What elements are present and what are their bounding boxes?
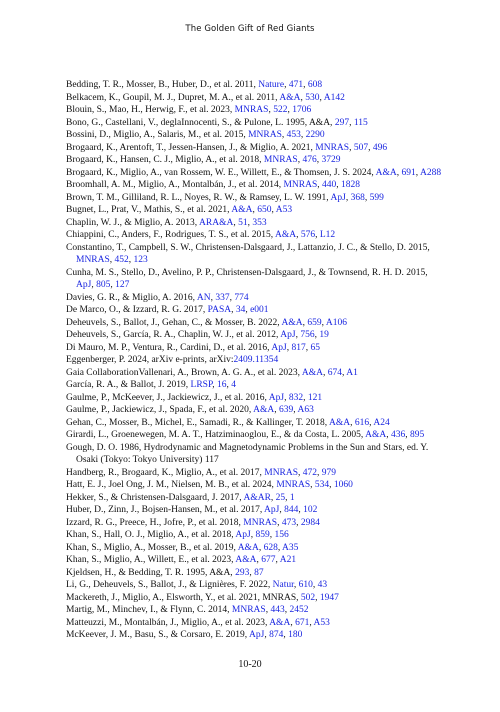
reference-page-link[interactable]: A106 <box>325 317 347 328</box>
reference-page-link[interactable]: 1060 <box>333 480 353 490</box>
reference-entry: Khan, S., Miglio, A., Willett, E., et al. 2023, A&A, 677, A21 <box>66 555 297 565</box>
reference-text: Li, G., Deheuvels, S., Ballot, J., & Lignières, F. 2022, <box>66 580 273 590</box>
reference-page-link[interactable]: 156 <box>274 530 289 540</box>
reference-entry: Gaulme, P., Jackiewicz, J., Spada, F., et al. 2020, A&A, 639, A63 <box>66 405 314 415</box>
reference-page-link[interactable]: 2290 <box>305 130 325 140</box>
reference-text: Chiappini, C., Anders, F., Rodrigues, T. S., et al. 2015, <box>66 230 275 240</box>
reference-page-link[interactable]: 774 <box>234 292 249 303</box>
reference-page-link[interactable]: 1 <box>289 492 295 503</box>
reference-text: Girardi, L., Groenewegen, M. A. T., Hatziminaoglou, E., & da Costa, L. 2005, <box>66 430 366 440</box>
reference-volume-link[interactable]: 576 <box>300 230 316 240</box>
reference-journal-link[interactable]: MNRAS <box>243 517 278 528</box>
reference-entry: Li, G., Deheuvels, S., Ballot, J., & Lignières, F. 2022, Natur, 610, 43 <box>66 580 328 590</box>
reference-page-link[interactable]: A53 <box>275 205 293 215</box>
reference-entry: Deheuvels, S., Ballot, J., Gehan, C., & Mosser, B. 2022, A&A, 659, A106 <box>66 317 347 328</box>
reference-text: Di Mauro, M. P., Ventura, R., Cardini, D., et al. 2016, <box>66 342 272 353</box>
reference-journal-link[interactable]: ApJ <box>76 280 92 290</box>
reference-text: Hatt, E. J., Joel Ong, J. M., Nielsen, M. B., et al. 2024, <box>66 480 277 490</box>
reference-volume-link[interactable]: 16 <box>216 380 227 390</box>
reference-page-link[interactable]: 102 <box>303 505 318 515</box>
reference-page-link[interactable]: A63 <box>297 405 314 415</box>
reference-page-link[interactable]: A1 <box>346 367 358 378</box>
reference-journal-link[interactable]: A&A <box>279 92 301 103</box>
reference-text: Gough, D. O. 1986, Hydrodynamic and Magnetodynamic Problems in the Sun and Stars, ed. Y. Osaki (Tokyo: Tokyo University) 117 <box>66 442 429 465</box>
reference-journal-link[interactable]: MNRAS <box>315 142 350 153</box>
reference-volume-link[interactable]: 671 <box>295 617 310 628</box>
reference-entry: Davies, G. R., & Miglio, A. 2016, AN, 337, 774 <box>66 292 249 303</box>
reference-volume-link[interactable]: 507 <box>353 142 369 153</box>
reference-page-link[interactable]: L12 <box>319 230 336 240</box>
reference-journal-link[interactable]: A&A <box>329 417 351 428</box>
reference-text: Kjeldsen, H., & Bedding, T. R. 1995, A&A, <box>66 567 236 578</box>
reference-volume-link[interactable]: 530 <box>305 92 320 103</box>
reference-volume-link[interactable]: 691 <box>401 167 416 178</box>
reference-page-link[interactable]: 1947 <box>319 592 339 603</box>
reference-text: Hekker, S., & Christensen-Dalsgaard, J. 2017, <box>66 492 244 503</box>
reference-journal-link[interactable]: A&A <box>253 405 275 415</box>
reference-volume-link[interactable]: 844 <box>284 505 299 515</box>
reference-entry: Brogaard, K., Miglio, A., van Rossem, W. E., Willett, E., & Thomsen, J. S. 2024, A&A, 691, A288 <box>66 167 442 178</box>
reference-entry: Constantino, T., Campbell, S. W., Christensen-Dalsgaard, J., Lattanzio, J. C., & Stello, D. 2015, MNRAS, 452, 123 <box>66 242 430 265</box>
reference-volume-link[interactable]: 817 <box>291 342 306 353</box>
reference-volume-link[interactable]: 522 <box>273 105 288 115</box>
reference-entry: Cunha, M. S., Stello, D., Avelino, P. P., Christensen-Dalsgaard, J., & Townsend, R. H. D. 2015, ApJ, 805, 127 <box>66 267 428 290</box>
reference-entry: Kjeldsen, H., & Bedding, T. R. 1995, A&A, 293, 87 <box>66 567 264 578</box>
reference-text: Khan, S., Miglio, A., Mosser, B., et al. 2019, <box>66 542 238 553</box>
reference-journal-link[interactable]: A&A <box>231 205 253 215</box>
reference-text: Belkacem, K., Goupil, M. J., Dupret, M. A., et al. 2011, <box>66 92 280 103</box>
reference-text: Gaulme, P., Jackiewicz, J., Spada, F., et al. 2020, <box>66 405 254 415</box>
reference-volume-link[interactable]: 502 <box>300 592 316 603</box>
reference-page-link[interactable]: A288 <box>419 167 442 178</box>
reference-entry: Chaplin, W. J., & Miglio, A. 2013, ARA&A, 51, 353 <box>66 217 267 228</box>
reference-page-link[interactable]: A35 <box>282 542 299 553</box>
page-number: 10-20 <box>238 659 262 670</box>
reference-volume-link[interactable]: 756 <box>300 330 315 340</box>
reference-journal-link[interactable]: A&A <box>235 555 257 565</box>
reference-entry: De Marco, O., & Izzard, R. G. 2017, PASA, 34, e001 <box>66 305 269 315</box>
reference-page-link[interactable]: 1828 <box>341 180 360 190</box>
reference-text: Gehan, C., Mosser, B., Michel, E., Samadi, R., & Kallinger, T. 2018, <box>66 417 330 428</box>
reference-text: Bedding, T. R., Mosser, B., Huber, D., et al. 2011, <box>66 80 259 90</box>
reference-entry: Bossini, D., Miglio, A., Salaris, M., et al. 2015, MNRAS, 453, 2290 <box>66 130 325 140</box>
reference-entry: Brown, T. M., Gilliland, R. L., Noyes, R. W., & Ramsey, L. W. 1991, ApJ, 368, 599 <box>66 192 384 203</box>
reference-text: McKeever, J. M., Basu, S., & Corsaro, E. 2019, <box>66 630 250 640</box>
reference-entry: Handberg, R., Brogaard, K., Miglio, A., et al. 2017, MNRAS, 472, 979 <box>66 467 337 478</box>
reference-text: De Marco, O., & Izzard, R. G. 2017, <box>66 305 208 315</box>
reference-journal-link[interactable]: A&AR <box>243 492 271 503</box>
reference-entry: Khan, S., Hall, O. J., Miglio, A., et al. 2018, ApJ, 859, 156 <box>66 530 289 540</box>
reference-entry: Deheuvels, S., García, R. A., Chaplin, W. J., et al. 2012, ApJ, 756, 19 <box>66 330 329 340</box>
reference-page-link[interactable]: 87 <box>254 567 264 578</box>
reference-volume-link[interactable]: 440 <box>322 180 337 190</box>
reference-text: Bossini, D., Miglio, A., Salaris, M., et al. 2015, <box>66 130 249 140</box>
reference-journal-link[interactable]: ApJ <box>235 530 251 540</box>
reference-page-link[interactable]: 979 <box>321 467 337 478</box>
reference-volume-link[interactable]: 453 <box>286 130 301 140</box>
reference-journal-link[interactable]: A&A <box>269 617 291 628</box>
reference-page-link[interactable]: 2452 <box>289 605 309 615</box>
reference-volume-link[interactable]: 34 <box>235 305 246 315</box>
reference-entry: Chiappini, C., Anders, F., Rodrigues, T. S., et al. 2015, A&A, 576, L12 <box>66 230 336 240</box>
reference-journal-link[interactable]: MNRAS <box>76 255 110 265</box>
reference-page-link[interactable]: 65 <box>310 342 320 353</box>
reference-journal-link[interactable]: MNRAS <box>264 467 299 478</box>
reference-page-link[interactable]: 608 <box>307 80 323 90</box>
reference-list <box>66 79 444 642</box>
reference-page-link[interactable]: 1706 <box>292 105 312 115</box>
reference-volume-link[interactable]: 476 <box>302 155 317 165</box>
reference-journal-link[interactable]: MNRAS <box>283 180 318 190</box>
reference-journal-link[interactable]: PASA <box>207 305 232 315</box>
reference-page-link[interactable]: 895 <box>409 430 425 440</box>
reference-volume-link[interactable]: 674 <box>327 367 343 378</box>
reference-text: Mackereth, J., Miglio, A., Elsworth, Y., et al. 2021, MNRAS, <box>66 592 301 603</box>
reference-page-link[interactable]: 127 <box>115 280 130 290</box>
reference-text: Brogaard, K., Miglio, A., van Rossem, W. E., Willett, E., & Thomsen, J. S. 2024, <box>66 167 376 178</box>
reference-entry: Gehan, C., Mosser, B., Michel, E., Samadi, R., & Kallinger, T. 2018, A&A, 616, A24 <box>66 417 390 428</box>
reference-journal-link[interactable]: A&A <box>281 317 303 328</box>
reference-text: García, R. A., & Ballot, J. 2019, <box>66 380 191 390</box>
reference-journal-link[interactable]: A&A <box>375 167 397 178</box>
reference-entry: Girardi, L., Groenewegen, M. A. T., Hatziminaoglou, E., & da Costa, L. 2005, A&A, 436, 895 <box>66 430 425 440</box>
reference-volume-link[interactable]: 293 <box>235 567 250 578</box>
reference-text: Deheuvels, S., Ballot, J., Gehan, C., & Mosser, B. 2022, <box>66 317 282 328</box>
reference-volume-link[interactable]: 610 <box>298 580 313 590</box>
reference-text: Bugnet, L., Prat, V., Mathis, S., et al. 2021, <box>66 205 232 215</box>
reference-entry: Belkacem, K., Goupil, M. J., Dupret, M. A., et al. 2011, A&A, 530, A142 <box>66 92 345 103</box>
reference-volume-link[interactable]: 859 <box>255 530 270 540</box>
reference-page-link[interactable]: 123 <box>133 255 148 265</box>
reference-journal-link[interactable]: LRSP <box>190 380 213 390</box>
reference-volume-link[interactable]: 471 <box>288 80 304 90</box>
reference-volume-link[interactable]: 832 <box>288 392 304 403</box>
reference-entry: Blouin, S., Mao, H., Herwig, F., et al. 2023, MNRAS, 522, 1706 <box>66 105 312 115</box>
reference-volume-link[interactable]: 659 <box>307 317 322 328</box>
reference-page-link[interactable]: 2984 <box>300 517 320 528</box>
running-head: The Golden Gift of Red Giants <box>185 24 315 34</box>
reference-volume-link[interactable]: 25 <box>275 492 286 503</box>
reference-entry: Bugnet, L., Prat, V., Mathis, S., et al. 2021, A&A, 650, A53 <box>66 205 293 215</box>
reference-volume-link[interactable]: 297 <box>334 117 350 128</box>
reference-volume-link[interactable]: 452 <box>114 255 129 265</box>
reference-text: Eggenberger, P. 2024, arXiv e-prints, arXiv: <box>66 355 234 365</box>
reference-page-link[interactable]: 121 <box>307 392 323 403</box>
reference-journal-link[interactable]: MNRAS <box>234 105 269 115</box>
reference-journal-link[interactable]: MNRAS <box>276 480 311 490</box>
reference-journal-link[interactable]: MNRAS <box>263 155 298 165</box>
reference-entry: McKeever, J. M., Basu, S., & Corsaro, E. 2019, ApJ, 874, 180 <box>66 630 303 640</box>
reference-journal-link[interactable]: ApJ <box>271 342 287 353</box>
reference-text: Gaia CollaborationVallenari, A., Brown, A. G. A., et al. 2023, <box>66 367 302 378</box>
reference-entry: Bedding, T. R., Mosser, B., Huber, D., et al. 2011, Nature, 471, 608 <box>66 80 323 90</box>
reference-journal-link[interactable]: ApJ <box>264 505 280 515</box>
reference-journal-link[interactable]: ARA&A <box>199 217 234 228</box>
reference-journal-link[interactable]: MNRAS <box>231 605 266 615</box>
reference-entry <box>66 354 444 367</box>
reference-volume-link[interactable]: 650 <box>257 205 272 215</box>
reference-text: Khan, S., Hall, O. J., Miglio, A., et al. 2018, <box>66 530 236 540</box>
reference-entry: García, R. A., & Ballot, J. 2019, LRSP, 16, 4 <box>66 380 236 390</box>
reference-page-link[interactable]: 19 <box>319 330 329 340</box>
reference-volume-link[interactable]: 639 <box>278 405 294 415</box>
reference-entry: Huber, D., Zinn, J., Bojsen-Hansen, M., et al. 2017, ApJ, 844, 102 <box>66 505 318 515</box>
reference-journal-link[interactable]: A&A <box>301 367 324 378</box>
reference-entry: Izzard, R. G., Preece, H., Jofre, P., et al. 2018, MNRAS, 473, 2984 <box>66 517 320 528</box>
reference-volume-link[interactable]: 473 <box>281 517 297 528</box>
reference-page-link[interactable]: 353 <box>252 217 267 228</box>
reference-page-link[interactable]: 2409.11354 <box>233 355 279 365</box>
reference-text: Brown, T. M., Gilliland, R. L., Noyes, R. W., & Ramsey, L. W. 1991, <box>66 192 331 203</box>
reference-journal-link[interactable]: Nature <box>258 80 285 90</box>
reference-entry: Khan, S., Miglio, A., Mosser, B., et al. 2019, A&A, 628, A35 <box>66 542 299 553</box>
reference-page-link[interactable]: A53 <box>313 617 330 628</box>
reference-journal-link[interactable]: A&A <box>365 430 387 440</box>
reference-volume-link[interactable]: 368 <box>350 192 365 203</box>
reference-text: Cunha, M. S., Stello, D., Avelino, P. P., Christensen-Dalsgaard, J., & Townsend, R. H. D. 2015, <box>66 267 428 278</box>
reference-journal-link[interactable]: ApJ <box>330 192 346 203</box>
reference-entry: Brogaard, K., Arentoft, T., Jessen-Hansen, J., & Miglio, A. 2021, MNRAS, 507, 496 <box>66 142 388 153</box>
reference-entry: Martig, M., Minchev, I., & Flynn, C. 2014, MNRAS, 443, 2452 <box>66 605 309 615</box>
reference-entry: Brogaard, K., Hansen, C. J., Miglio, A., et al. 2018, MNRAS, 476, 3729 <box>66 155 341 165</box>
reference-journal-link[interactable]: Natur <box>272 580 294 590</box>
reference-entry: Hekker, S., & Christensen-Dalsgaard, J. 2017, A&AR, 25, 1 <box>66 492 295 503</box>
reference-text: Khan, S., Miglio, A., Willett, E., et al. 2023, <box>66 555 236 565</box>
reference-entry: Matteuzzi, M., Montalbán, J., Miglio, A., et al. 2023, A&A, 671, A53 <box>66 617 330 628</box>
reference-text: Izzard, R. G., Preece, H., Jofre, P., et al. 2018, <box>66 517 244 528</box>
reference-text: Handberg, R., Brogaard, K., Miglio, A., et al. 2017, <box>66 467 265 478</box>
reference-page-link[interactable]: 180 <box>288 630 303 640</box>
reference-volume-link[interactable]: 874 <box>269 630 284 640</box>
reference-text: Chaplin, W. J., & Miglio, A. 2013, <box>66 217 200 228</box>
reference-entry: Di Mauro, M. P., Ventura, R., Cardini, D., et al. 2016, ApJ, 817, 65 <box>66 342 320 353</box>
reference-text: Huber, D., Zinn, J., Bojsen-Hansen, M., et al. 2017, <box>66 505 265 515</box>
reference-journal-link[interactable]: ApJ <box>280 330 296 340</box>
reference-journal-link[interactable]: AN <box>196 292 211 303</box>
reference-page-link[interactable]: 496 <box>372 142 388 153</box>
reference-page-link[interactable]: A24 <box>373 417 390 428</box>
reference-volume-link[interactable]: 677 <box>261 555 276 565</box>
reference-journal-link[interactable]: ApJ <box>268 392 285 403</box>
reference-entry: Mackereth, J., Miglio, A., Elsworth, Y., et al. 2021, MNRAS, 502, 1947 <box>66 592 339 603</box>
reference-page-link[interactable]: 599 <box>369 192 384 203</box>
reference-volume-link[interactable]: 534 <box>314 480 330 490</box>
reference-journal-link[interactable]: A&A <box>237 542 259 553</box>
reference-text: Broomhall, A. M., Miglio, A., Montalbán, J., et al. 2014, <box>66 180 284 190</box>
reference-page-link[interactable]: A142 <box>323 92 345 103</box>
reference-entry: Gaia CollaborationVallenari, A., Brown, A. G. A., et al. 2023, A&A, 674, A1 <box>66 367 358 378</box>
reference-volume-link[interactable]: 337 <box>215 292 230 303</box>
reference-entry: Hatt, E. J., Joel Ong, J. M., Nielsen, M. B., et al. 2024, MNRAS, 534, 1060 <box>66 480 353 490</box>
reference-volume-link[interactable]: 51 <box>238 217 248 228</box>
reference-text: Constantino, T., Campbell, S. W., Christensen-Dalsgaard, J., Lattanzio, J. C., & Stello, D. 2015, <box>66 242 430 253</box>
reference-page-link[interactable]: 3729 <box>321 155 341 165</box>
reference-page-link[interactable]: A21 <box>279 555 297 565</box>
reference-volume-link[interactable]: 805 <box>96 280 111 290</box>
reference-page-link[interactable]: 4 <box>231 380 236 390</box>
reference-entry: Broomhall, A. M., Miglio, A., Montalbán, J., et al. 2014, MNRAS, 440, 1828 <box>66 180 360 190</box>
reference-entry: Bono, G., Castellani, V., deglaInnocenti, S., & Pulone, L. 1995, A&A, 297, 115 <box>66 117 368 128</box>
reference-journal-link[interactable]: MNRAS <box>248 130 282 140</box>
reference-volume-link[interactable]: 472 <box>302 467 318 478</box>
reference-volume-link[interactable]: 443 <box>270 605 285 615</box>
reference-page-link[interactable]: 43 <box>317 580 328 590</box>
reference-volume-link[interactable]: 436 <box>390 430 406 440</box>
reference-entry: Gaulme, P., McKeever, J., Jackiewicz, J., et al. 2016, ApJ, 832, 121 <box>66 392 323 403</box>
reference-text: Blouin, S., Mao, H., Herwig, F., et al. 2023, <box>66 105 235 115</box>
reference-page-link[interactable]: e001 <box>250 305 269 315</box>
reference-volume-link[interactable]: 616 <box>354 417 370 428</box>
reference-text: Brogaard, K., Hansen, C. J., Miglio, A., et al. 2018, <box>66 155 264 165</box>
reference-journal-link[interactable]: A&A <box>274 230 297 240</box>
reference-text: Matteuzzi, M., Montalbán, J., Miglio, A., et al. 2023, <box>66 617 270 628</box>
reference-text: Davies, G. R., & Miglio, A. 2016, <box>66 292 197 303</box>
reference-volume-link[interactable]: 628 <box>263 542 278 553</box>
reference-text: Deheuvels, S., García, R. A., Chaplin, W. J., et al. 2012, <box>66 330 281 340</box>
reference-page-link[interactable]: 115 <box>353 117 368 128</box>
reference-text: Brogaard, K., Arentoft, T., Jessen-Hansen, J., & Miglio, A. 2021, <box>66 142 316 153</box>
reference-text: Gaulme, P., McKeever, J., Jackiewicz, J., et al. 2016, <box>66 392 269 403</box>
reference-text: Bono, G., Castellani, V., deglaInnocenti, S., & Pulone, L. 1995, A&A, <box>66 117 335 128</box>
reference-journal-link[interactable]: ApJ <box>249 630 265 640</box>
reference-text: Martig, M., Minchev, I., & Flynn, C. 2014, <box>66 605 232 615</box>
reference-entry <box>66 442 444 467</box>
